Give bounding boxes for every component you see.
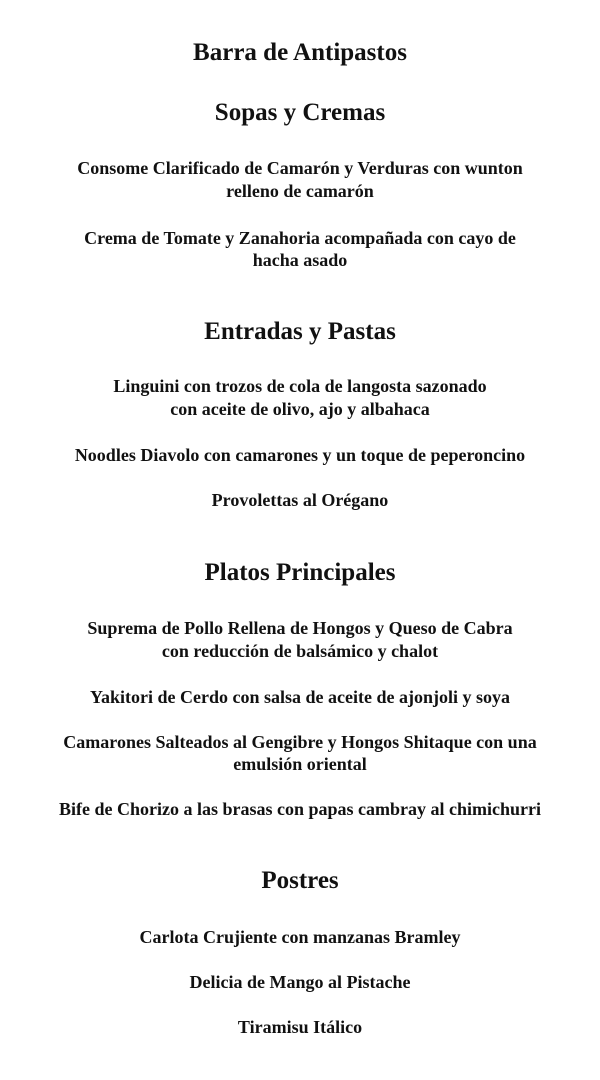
menu-item-delicia: Delicia de Mango al Pistache bbox=[189, 972, 411, 992]
menu-item-yakitori: Yakitori de Cerdo con salsa de aceite de ajonjoli y soya bbox=[90, 687, 510, 707]
section-title-entradas: Entradas y Pastas bbox=[204, 318, 396, 345]
menu-item-camarones: Camarones Salteados al Gengibre y Hongos Shitaque con una bbox=[63, 732, 537, 752]
menu-item-crema-tomate-line2: hacha asado bbox=[252, 250, 348, 270]
menu-item-consome: Consome Clarificado de Camarón y Verduras con wunton bbox=[77, 158, 523, 178]
menu-item-linguini: Linguini con trozos de cola de langosta sazonado bbox=[113, 376, 487, 396]
menu-item-noodles: Noodles Diavolo con camarones y un toque de peperoncino bbox=[74, 445, 526, 465]
section-title-platos: Platos Principales bbox=[204, 559, 396, 586]
section-title-sopas: Sopas y Cremas bbox=[214, 99, 386, 126]
menu-item-crema-tomate: Crema de Tomate y Zanahoria acompañada con cayo de bbox=[84, 228, 516, 248]
menu-item-provolettas: Provolettas al Orégano bbox=[211, 490, 389, 510]
menu-item-carlota: Carlota Crujiente con manzanas Bramley bbox=[139, 927, 461, 947]
menu-item-camarones-line2: emulsión oriental bbox=[233, 754, 367, 774]
section-title-postres: Postres bbox=[261, 867, 339, 894]
menu-item-consome-line2: relleno de camarón bbox=[226, 181, 374, 201]
section-title-antipastos: Barra de Antipastos bbox=[193, 39, 407, 66]
menu-item-linguini-line2: con aceite de olivo, ajo y albahaca bbox=[170, 399, 430, 419]
menu-item-suprema-line2: con reducción de balsámico y chalot bbox=[161, 641, 439, 661]
menu-item-suprema: Suprema de Pollo Rellena de Hongos y Queso de Cabra bbox=[87, 618, 513, 638]
menu-item-tiramisu: Tiramisu Itálico bbox=[237, 1017, 363, 1037]
menu-item-bife: Bife de Chorizo a las brasas con papas cambray al chimichurri bbox=[59, 799, 541, 819]
